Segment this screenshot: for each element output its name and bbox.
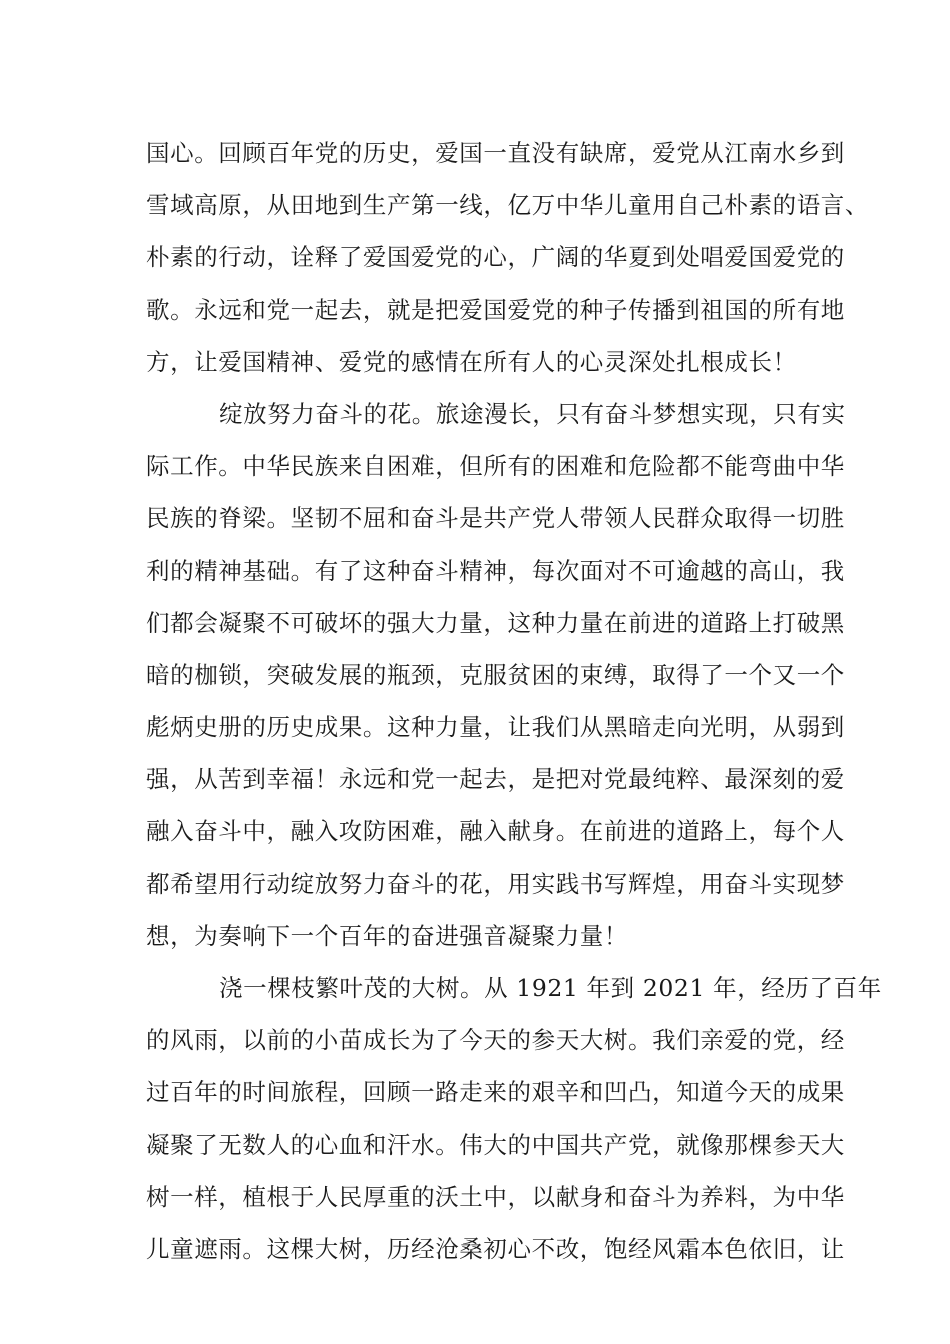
text-line: 暗的枷锁，突破发展的瓶颈，克服贫困的束缚，取得了一个又一个 — [146, 660, 845, 689]
text-line: 浇一棵枝繁叶茂的大树。从 1921 年到 2021 年，经历了百年 — [219, 974, 882, 1002]
paragraph-2 — [146, 388, 846, 962]
text-line: 儿童遮雨。这棵大树，历经沧桑初心不改，饱经风霜本色依旧，让 — [146, 1234, 845, 1263]
text-line: 强，从苦到幸福！永远和党一起去，是把对党最纯粹、最深刻的爱 — [146, 765, 845, 794]
text-line: 凝聚了无数人的心血和汗水。伟大的中国共产党，就像那棵参天大 — [146, 1130, 845, 1159]
text-line: 的风雨，以前的小苗成长为了今天的参天大树。我们亲爱的党，经 — [146, 1026, 845, 1055]
body-text — [146, 127, 882, 1275]
text-line: 绽放努力奋斗的花。旅途漫长，只有奋斗梦想实现，只有实 — [219, 399, 846, 428]
text-line: 国心。回顾百年党的历史，爱国一直没有缺席，爱党从江南水乡到 — [146, 139, 845, 167]
text-line: 利的精神基础。有了这种奋斗精神，每次面对不可逾越的高山，我 — [146, 556, 845, 585]
text-line: 彪炳史册的历史成果。这种力量，让我们从黑暗走向光明，从弱到 — [146, 713, 845, 742]
text-line: 都希望用行动绽放努力奋斗的花，用实践书写辉煌，用奋斗实现梦 — [146, 869, 845, 898]
text-line: 民族的脊梁。坚韧不屈和奋斗是共产党人带领人民群众取得一切胜 — [146, 504, 845, 533]
text-line: 树一样，植根于人民厚重的沃土中，以献身和奋斗为养料，为中华 — [146, 1182, 845, 1211]
text-line: 歌。永远和党一起去，就是把爱国爱党的种子传播到祖国的所有地 — [146, 295, 845, 324]
text-line: 过百年的时间旅程，回顾一路走来的艰辛和凹凸，知道今天的成果 — [146, 1078, 845, 1107]
text-line: 朴素的行动，诠释了爱国爱党的心，广阔的华夏到处唱爱国爱党的 — [146, 243, 845, 272]
paragraph-3 — [146, 962, 882, 1275]
text-line: 际工作。中华民族来自困难，但所有的困难和危险都不能弯曲中华 — [146, 452, 845, 481]
text-line: 们都会凝聚不可破坏的强大力量，这种力量在前进的道路上打破黑 — [146, 608, 845, 637]
text-line: 方，让爱国精神、爱党的感情在所有人的心灵深处扎根成长！ — [146, 347, 797, 376]
paragraph-1 — [146, 127, 869, 388]
text-line: 雪域高原，从田地到生产第一线，亿万中华儿童用自己朴素的语言、 — [146, 191, 869, 220]
text-line: 融入奋斗中，融入攻防困难，融入献身。在前进的道路上，每个人 — [146, 817, 845, 846]
text-line: 想，为奏响下一个百年的奋进强音凝聚力量！ — [146, 921, 628, 950]
